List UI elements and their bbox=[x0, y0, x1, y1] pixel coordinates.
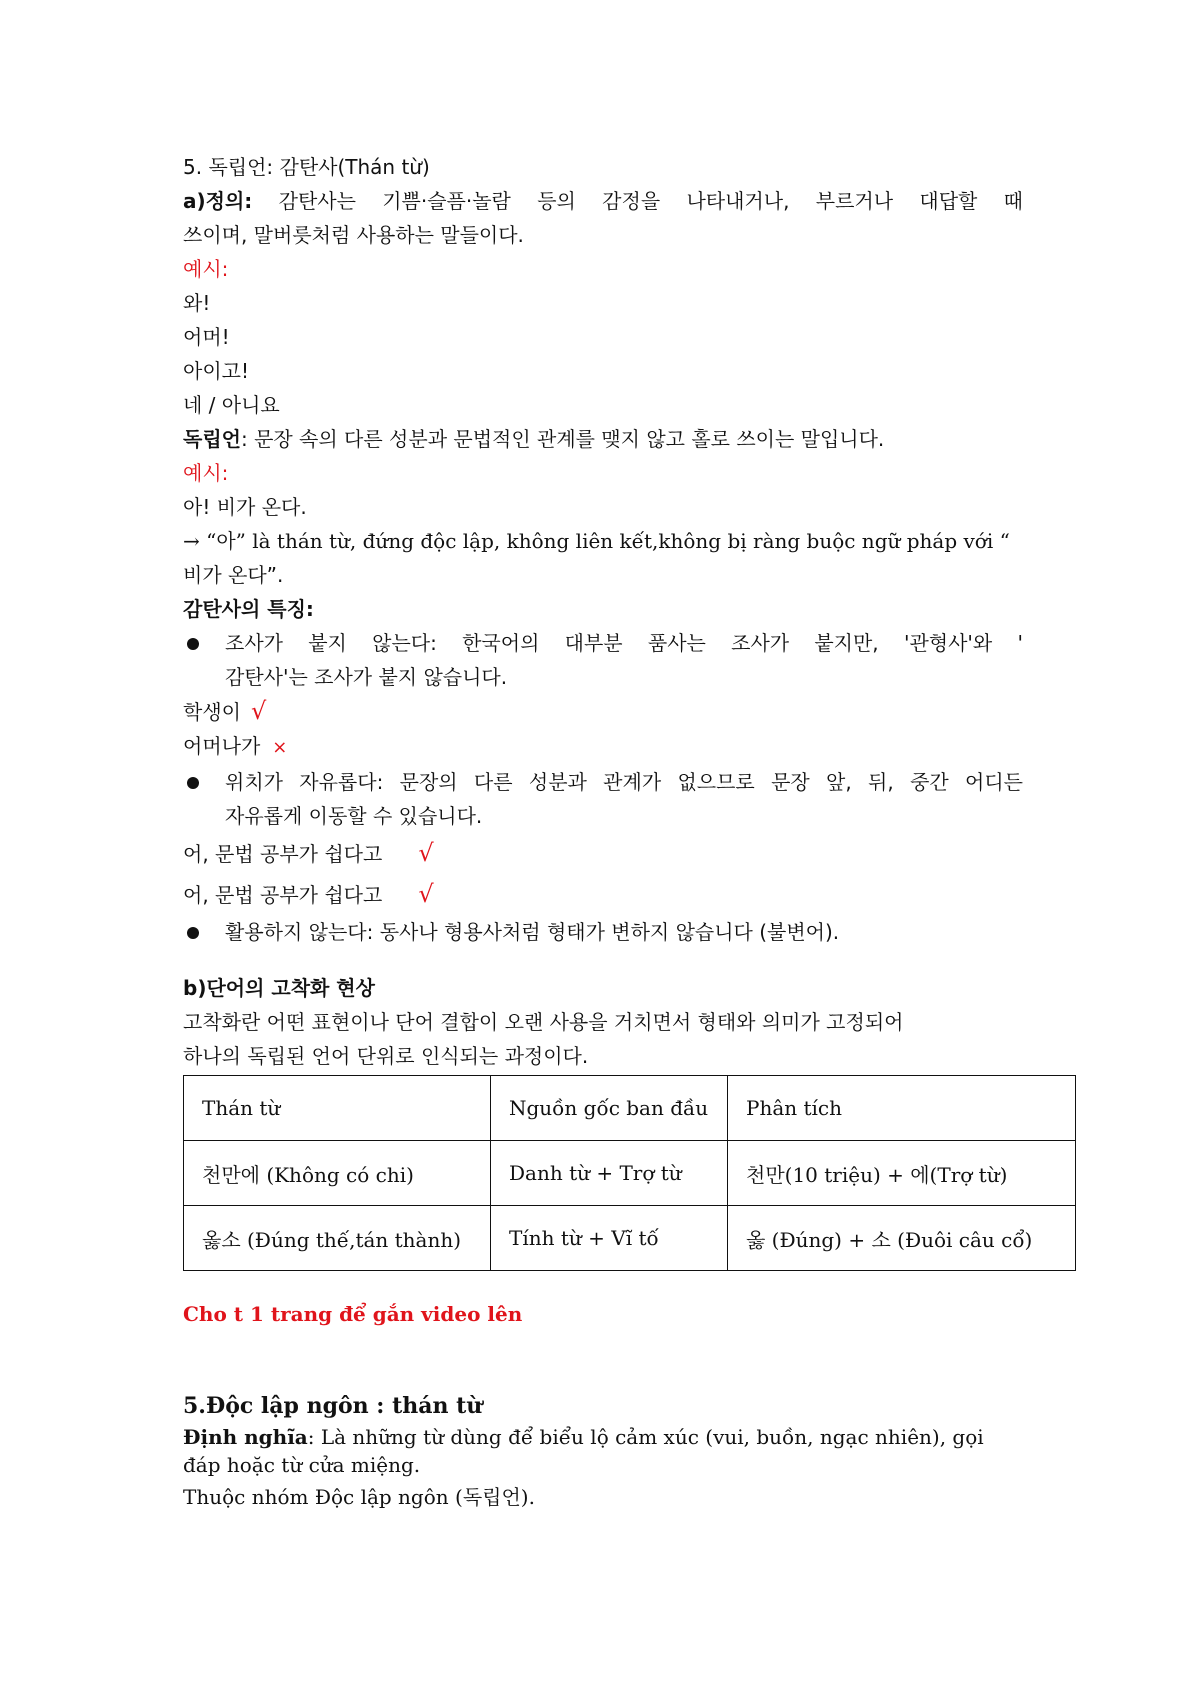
section-b-text: 고착화란 어떤 표현이나 단어 결합이 오랜 사용을 거치면서 형태와 의미가 고정되어 bbox=[183, 1010, 904, 1034]
feature-example-text: 어, 문법 공부가 쉽다고 bbox=[183, 842, 383, 866]
arrow-note-line-2: 비가 온다”. bbox=[183, 563, 284, 587]
example-item: 네 / 아니요 bbox=[183, 393, 280, 417]
definition-line-1 bbox=[183, 184, 1023, 218]
features-title: 감탄사의 특징: bbox=[183, 597, 314, 621]
example-item: 와! bbox=[183, 291, 211, 315]
definition-text: 감탄사는 기쁨·슬픔·놀람 등의 감정을 나타내거나, 부르거나 대답할 때 bbox=[278, 189, 1023, 213]
table-cell: 천만에 (Không có chi) bbox=[184, 1141, 491, 1206]
check-icon: √ bbox=[250, 697, 267, 725]
example-item: 아이고! bbox=[183, 359, 249, 383]
feature-text: 조사가 붙지 않는다: 한국어의 대부분 품사는 조사가 붙지만, '관형사'와 ' bbox=[225, 631, 1023, 655]
feature-example bbox=[183, 694, 1023, 729]
example-sentence: 아! 비가 온다. bbox=[183, 495, 307, 519]
feature-example-text: 어머나가 bbox=[183, 734, 261, 758]
table-row bbox=[184, 1141, 1076, 1206]
example-label-2: 예시: bbox=[183, 461, 229, 485]
independent-word-definition bbox=[183, 422, 1023, 456]
table-cell: Thán từ bbox=[184, 1076, 491, 1141]
word-table bbox=[183, 1075, 1076, 1271]
section-title: 5. 독립언: 감탄사(Thán từ) bbox=[183, 155, 430, 179]
definition-label: a)정의: bbox=[183, 189, 253, 213]
table-header-row bbox=[184, 1076, 1076, 1141]
feature-item bbox=[183, 765, 1023, 799]
check-icon: √ bbox=[418, 880, 434, 908]
vn-section-title: 5.Độc lập ngôn : thán từ bbox=[183, 1393, 483, 1419]
feature-example-text: 학생이 bbox=[183, 700, 241, 724]
independent-word-text: : 문장 속의 다른 성분과 문법적인 관계를 맺지 않고 홀로 쓰이는 말입니다. bbox=[240, 427, 885, 451]
feature-example bbox=[183, 729, 1023, 765]
video-note: Cho t 1 trang để gắn video lên bbox=[183, 1302, 523, 1326]
definition-line-2: 쓰이며, 말버릇처럼 사용하는 말들이다. bbox=[183, 223, 524, 247]
feature-example bbox=[183, 874, 1023, 915]
table-cell: Danh từ + Trợ từ bbox=[491, 1141, 728, 1206]
bullet-icon bbox=[187, 638, 199, 650]
table-cell: Phân tích bbox=[728, 1076, 1076, 1141]
cross-icon: × bbox=[272, 737, 288, 758]
feature-example bbox=[183, 833, 1023, 874]
bullet-icon bbox=[187, 927, 199, 939]
document-page bbox=[183, 150, 1033, 1511]
bullet-icon bbox=[187, 777, 199, 789]
feature-item bbox=[183, 915, 1023, 949]
table-row bbox=[184, 1206, 1076, 1271]
independent-word-label: 독립언 bbox=[183, 427, 241, 451]
feature-text-cont: 자유롭게 이동할 수 있습니다. bbox=[225, 804, 483, 828]
example-label: 예시: bbox=[183, 257, 229, 281]
example-item: 어머! bbox=[183, 325, 230, 349]
feature-item bbox=[183, 626, 1023, 660]
vn-definition-text: : Là những từ dùng để biểu lộ cảm xúc (vui, buồn, ngạc nhiên), gọi đáp hoặc từ cửa miệng. bbox=[183, 1425, 984, 1477]
vn-definition bbox=[183, 1423, 1023, 1479]
feature-example-text: 어, 문법 공부가 쉽다고 bbox=[183, 883, 383, 907]
arrow-note-line-1: → “아” là thán từ, đứng độc lập, không liên kết,không bị ràng buộc ngữ pháp với “ bbox=[183, 529, 1010, 553]
feature-text: 위치가 자유롭다: 문장의 다른 성분과 관계가 없으므로 문장 앞, 뒤, 중간 어디든 bbox=[225, 770, 1023, 794]
section-b-title: b)단어의 고착화 현상 bbox=[183, 976, 375, 1000]
vn-group: Thuộc nhóm Độc lập ngôn (독립언). bbox=[183, 1485, 535, 1509]
section-b-text: 하나의 독립된 언어 단위로 인식되는 과정이다. bbox=[183, 1044, 589, 1068]
check-icon: √ bbox=[418, 839, 434, 867]
table-cell: 옳소 (Đúng thế,tán thành) bbox=[184, 1206, 491, 1271]
table-cell: Tính từ + Vĩ tố bbox=[491, 1206, 728, 1271]
feature-text-cont: 감탄사'는 조사가 붙지 않습니다. bbox=[225, 665, 508, 689]
table-cell: 옳 (Đúng) + 소 (Đuôi câu cổ) bbox=[728, 1206, 1076, 1271]
table-cell: 천만(10 triệu) + 에(Trợ từ) bbox=[728, 1141, 1076, 1206]
table-cell: Nguồn gốc ban đầu bbox=[491, 1076, 728, 1141]
feature-text: 활용하지 않는다: 동사나 형용사처럼 형태가 변하지 않습니다 (불변어). bbox=[225, 920, 840, 944]
vn-definition-label: Định nghĩa bbox=[183, 1425, 308, 1449]
